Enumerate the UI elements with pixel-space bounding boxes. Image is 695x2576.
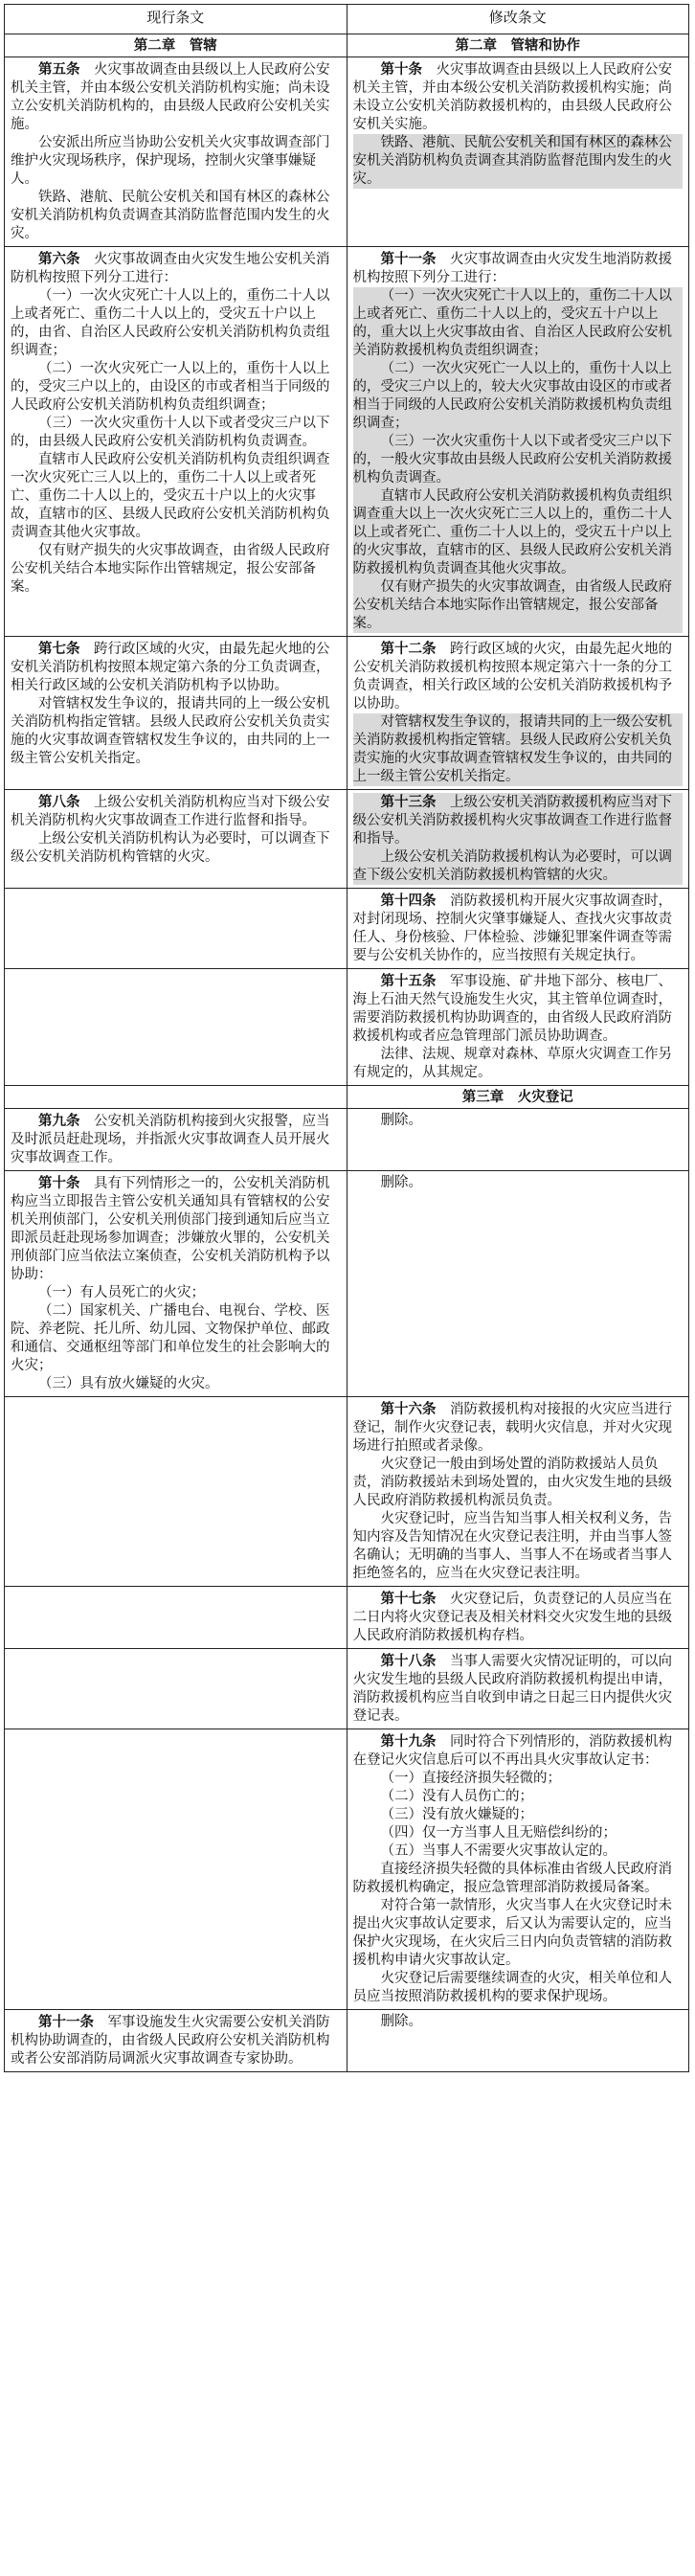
article-paragraph [353,578,684,633]
article-paragraph [11,189,341,243]
article-paragraph [353,287,684,360]
article-row [5,1649,689,1729]
article-paragraph [11,1284,341,1302]
article-row [5,57,689,247]
article-paragraph [353,134,684,189]
deleted-note: 删除。 [380,2014,422,2029]
article-text: 公安机关消防机构接到火灾报警，应当及时派员赶赴现场，并指派火灾事故调查人员开展火灾事故调查工作。 [11,1114,330,1165]
article-text: 当事人需要火灾情况证明的，可以向火灾发生地的县级人民政府消防救援机构提出申请，消防救援机构应当自收到申请之日起三日内提供火灾登记表。 [352,1654,672,1724]
article-paragraph [353,1806,684,1824]
article-text: 军事设施发生火灾需要公安机关消防机构协助调查的，由省级人民政府公安机关消防机构或者公安部消防局调派火灾事故调查专家协助。 [11,2015,330,2067]
article-paragraph [353,1652,684,1726]
article-paragraph [11,60,341,134]
article-text: （四）仅一方当事人且无赔偿纠纷的； [380,1825,617,1841]
article-paragraph [353,60,684,134]
article-text: （二）一次火灾死亡一人以上的，重伤十人以上的，受灾三户以上的，较大火灾事故由设区的市或者相当于同级的人民政府公安机关消防救援机构负责组织调查； [352,361,672,431]
current-cell [5,1649,348,1729]
revised-cell [347,790,689,889]
current-cell [5,790,348,889]
article-number: 第十八条 [380,1653,437,1669]
revised-cell [347,1729,689,2010]
revised-cell [347,889,689,969]
article-paragraph [353,1590,684,1645]
revised-cell [347,637,689,790]
article-paragraph [353,433,684,487]
article-paragraph [11,134,341,189]
article-row [5,1109,689,1171]
article-row [5,790,689,889]
article-text: 直接经济损失轻微的具体标准由省级人民政府消防救援机构确定，报应急管理部消防救援局备案。 [352,1862,672,1895]
article-paragraph [353,1824,684,1842]
deleted-note: 删除。 [380,1175,422,1190]
article-text: （一）一次火灾死亡十人以上的，重伤二十人以上或者死亡、重伤二十人以上的，受灾五十户以上的，由省、自治区人民政府公安机关消防机构负责组织调查； [11,288,330,358]
article-text: 上级公安机关消防机构应当对下级公安机关消防机构火灾事故调查工作进行监督和指导。 [11,795,330,828]
article-text: （三）没有放火嫌疑的； [380,1807,533,1822]
article-text: 消防救援机构对接报的火灾应当进行登记，制作火灾登记表，载明火灾信息，并对火灾现场进行拍照或者录像。 [352,1402,672,1454]
article-text: 上级公安机关消防机构认为必要时，可以调查下级公安机关消防机构管辖的火灾。 [11,831,330,865]
article-text: 对管辖权发生争议的，报请共同的上一级公安机关消防救援机构指定管辖。县级人民政府公安机关负责实施的火灾事故调查管辖权发生争议的，由共同的上一级主管公安机关指定。 [352,714,672,784]
article-paragraph [11,695,341,768]
current-cell [5,1171,348,1397]
article-row [5,2010,689,2072]
article-text: 火灾登记时，应当告知当事人相关权利义务，告知内容及告知情况在火灾登记表注明，并由当事人签名确认；无明确的当事人、当事人不在场或者当事人拒绝签名的，应当在火灾登记表注明。 [352,1511,672,1581]
article-text: 火灾登记一般由到场处置的消防救援站人员负责，消防救援站未到场处置的，由火灾发生地的县级人民政府消防救援机构派员负责。 [352,1457,672,1508]
current-cell [5,1587,348,1649]
article-paragraph [11,640,341,695]
article-row [5,247,689,637]
current-cell [5,2010,348,2072]
article-paragraph [353,1970,684,2006]
article-number: 第十条 [380,61,422,78]
article-text: 公安派出所应当协助公安机关火灾事故调查部门维护火灾现场秩序，保护现场，控制火灾肇事嫌疑人。 [11,135,330,187]
article-text: 火灾登记后需要继续调查的火灾，相关单位和人员应当按照消防救援机构的要求保护现场。 [352,1971,672,2004]
chapter-heading-left: 第二章 管辖 [5,34,348,57]
article-number: 第七条 [38,641,80,657]
article-paragraph [11,2013,341,2068]
chapter-row [5,1086,689,1109]
current-cell [5,57,348,247]
article-paragraph [353,892,684,965]
article-paragraph [353,848,684,885]
article-number: 第九条 [38,1113,80,1129]
article-paragraph [11,287,341,360]
article-number: 第八条 [38,794,80,810]
article-paragraph [353,1842,684,1861]
article-text: 同时符合下列情形的，消防救援机构在登记火灾信息后可以不再出具火灾事故认定书： [352,1734,672,1768]
article-row [5,1729,689,2010]
article-number: 第十条 [38,1175,80,1191]
article-text: （一）一次火灾死亡十人以上的，重伤二十人以上或者死亡、重伤二十人以上的，受灾五十户以上的，重大以上火灾事故由省、自治区人民政府公安机关消防救援机构负责组织调查； [352,288,672,358]
article-paragraph [11,360,341,415]
article-row [5,1171,689,1397]
article-text: （一）有人员死亡的火灾； [38,1285,205,1300]
article-text: 火灾事故调查由火灾发生地公安机关消防机构按照下列分工进行： [11,252,330,285]
comparison-table-sheet [4,4,689,2572]
article-row [5,1397,689,1587]
article-paragraph [11,1375,341,1393]
article-number: 第十二条 [380,641,437,657]
article-paragraph [353,1732,684,1770]
article-text: 火灾事故调查由火灾发生地消防救援机构按照下列分工进行： [352,252,672,285]
article-paragraph [353,1770,684,1788]
article-text: （二）没有人员伤亡的； [380,1789,533,1804]
article-text: （三）一次火灾重伤十人以下或者受灾三户以下的，由县级人民政府公安机关消防机构负责调查。 [11,416,330,449]
article-text: 上级公安机关消防救援机构认为必要时，可以调查下级公安机关消防救援机构管辖的火灾。 [352,849,672,883]
chapter-heading-left-empty [5,1086,348,1109]
article-paragraph [353,1046,684,1082]
chapter-heading-right: 第二章 管辖和协作 [347,34,689,57]
article-row [5,889,689,969]
article-paragraph [353,487,684,578]
article-paragraph [353,793,684,848]
revised-cell [347,247,689,637]
article-text: （一）直接经济损失轻微的； [380,1771,561,1786]
current-cell [5,1397,348,1587]
header-current-text: 现行条文 [5,5,348,34]
article-text: 跨行政区域的火灾，由最先起火地的公安机关消防救援机构按照本规定第六十一条的分工负责调查，相关行政区域的公安机关消防救援机构予以协助。 [352,642,672,712]
article-number: 第十六条 [380,1401,437,1417]
current-cell [5,1109,348,1171]
article-number: 第五条 [38,61,80,78]
article-number: 第十一条 [38,2014,94,2030]
article-paragraph [353,972,684,1046]
article-number: 第十四条 [380,893,437,909]
current-cell [5,247,348,637]
article-text: 铁路、港航、民航公安机关和国有林区的森林公安机关消防机构负责调查其消防监督范围内发生的火灾。 [11,190,330,241]
article-number: 第十五条 [380,973,437,989]
article-text: 消防救援机构开展火灾事故调查时，对封闭现场、控制火灾肇事嫌疑人、查找火灾事故责任人、身份核验、尸体检验、涉嫌犯罪案件调查等需要与公安机关协作的，应当按照有关规定执行。 [352,893,672,963]
article-text: 火灾事故调查由县级以上人民政府公安机关主管，并由本级公安机关消防救援机构实施；尚未设立公安机关消防救援机构的，由县级人民政府公安机关实施。 [352,62,672,132]
article-number: 第十一条 [380,251,437,267]
article-text: 对管辖权发生争议的，报请共同的上一级公安机关消防机构指定管辖。县级人民政府公安机关负责实施的火灾事故调查管辖权发生争议的，由共同的上一级主管公安机关指定。 [11,696,330,766]
article-paragraph [353,1897,684,1970]
article-paragraph [353,1456,684,1510]
article-text: 军事设施、矿井地下部分、核电厂、海上石油天然气设施发生火灾，其主管单位调查时，需要消防救援机构协助调查的，由省级人民政府消防救援机构或者应急管理部门派员协助调查。 [352,974,672,1044]
revised-cell [347,1171,689,1397]
deleted-note: 删除。 [380,1113,422,1128]
article-text: 跨行政区域的火灾，由最先起火地的公安机关消防机构按照本规定第六条的分工负责调查，相关行政区域的公安机关消防机构予以协助。 [11,642,330,693]
article-text: （二）国家机关、广播电台、电视台、学校、医院、养老院、托儿所、幼儿园、文物保护单位、邮政和通信、交通枢纽等部门和单位发生的社会影响大的火灾； [11,1303,330,1373]
article-text: 火灾登记后，负责登记的人员应当在二日内将火灾登记表及相关材料交火灾发生地的县级人民政府消防救援机构存档。 [352,1592,672,1643]
article-text: 直辖市人民政府公安机关消防救援机构负责组织调查重大以上一次火灾死亡三人以上的，重伤二十人以上或者死亡、重伤二十人以上的，受灾五十户以上的火灾事故，直辖市的区、县级人民政府公安机关消防救援机构负责调查其他火灾事故。 [352,488,672,576]
current-cell [5,1729,348,2010]
article-text: 直辖市人民政府公安机关消防机构负责组织调查一次火灾死亡三人以上的，重伤二十人以上或者死亡、重伤二十人以上的，受灾五十户以上的火灾事故，直辖市的区、县级人民政府公安机关消防机构负责调查其他火灾事故。 [11,452,330,540]
article-paragraph [353,360,684,433]
revised-cell [347,1649,689,1729]
revised-cell [347,969,689,1086]
article-text: （三）具有放火嫌疑的火灾。 [38,1376,219,1391]
revised-cell [347,57,689,247]
article-text: 仅有财产损失的火灾事故调查，由省级人民政府公安机关结合本地实际作出管辖规定，报公安部备案。 [352,579,672,631]
article-paragraph [353,1788,684,1806]
article-paragraph [11,830,341,867]
article-paragraph [353,1400,684,1456]
current-cell [5,969,348,1086]
article-paragraph [11,1112,341,1167]
article-text: 对符合第一款情形，火灾当事人在火灾登记时未提出火灾事故认定要求，后又认为需要认定的，应当保护火灾现场，在火灾后三日内向负责管辖的消防救援机构申请火灾事故认定。 [352,1898,672,1968]
chapter-heading-right: 第三章 火灾登记 [347,1086,689,1109]
article-number: 第六条 [38,251,80,267]
article-text: 仅有财产损失的火灾事故调查，由省级人民政府公安机关结合本地实际作出管辖规定，报公安部备案。 [11,543,330,595]
article-text: 法律、法规、规章对森林、草原火灾调查工作另有规定的，从其规定。 [352,1047,672,1080]
comparison-table [4,4,689,2072]
article-paragraph [11,250,341,287]
current-cell [5,889,348,969]
article-text: 上级公安机关消防救援机构应当对下级公安机关消防救援机构火灾事故调查工作进行监督和指导。 [352,795,672,847]
article-paragraph [11,415,341,451]
article-paragraph [353,1861,684,1897]
article-text: （三）一次火灾重伤十人以下或者受灾三户以下的，一般火灾事故由县级人民政府公安机关消防救援机构负责调查。 [352,434,672,486]
article-paragraph [353,640,684,713]
article-paragraph [11,451,341,542]
article-paragraph [353,713,684,786]
article-text: 火灾事故调查由县级以上人民政府公安机关主管，并由本级公安机关消防机构实施；尚未设立公安机关消防机构的，由县级人民政府公安机关实施。 [11,62,330,132]
article-row [5,969,689,1086]
article-text: 具有下列情形之一的，公安机关消防机构应当立即报告主管公安机关通知具有管辖权的公安机关刑侦部门，公安机关刑侦部门接到通知后应当立即派员赶赴现场参加调查；涉嫌放火罪的，公安机关刑侦部门应当依法立案侦查，公安机关消防机构予以协助： [11,1176,330,1282]
table-header-row [5,5,689,34]
article-text: 铁路、港航、民航公安机关和国有林区的森林公安机关消防机构负责调查其消防监督范围内发生的火灾。 [352,135,672,187]
article-paragraph [11,1174,341,1284]
article-number: 第十三条 [380,794,437,810]
revised-cell [347,1587,689,1649]
revised-cell [347,1397,689,1587]
article-row [5,1587,689,1649]
article-text: （五）当事人不需要火灾事故认定的。 [380,1843,617,1859]
revised-cell [347,2010,689,2072]
article-paragraph [353,250,684,287]
revised-cell [347,1109,689,1171]
current-cell [5,637,348,790]
article-number: 第十七条 [380,1591,437,1607]
article-number: 第十九条 [380,1733,437,1750]
article-paragraph [353,1510,684,1583]
article-paragraph [11,542,341,597]
header-revised-text: 修改条文 [347,5,689,34]
article-row [5,637,689,790]
article-paragraph [11,1302,341,1375]
article-paragraph [11,793,341,830]
chapter-row [5,34,689,57]
article-text: （二）一次火灾死亡一人以上的，重伤十人以上的，受灾三户以上的，由设区的市或者相当于同级的人民政府公安机关消防机构负责组织调查； [11,361,330,413]
